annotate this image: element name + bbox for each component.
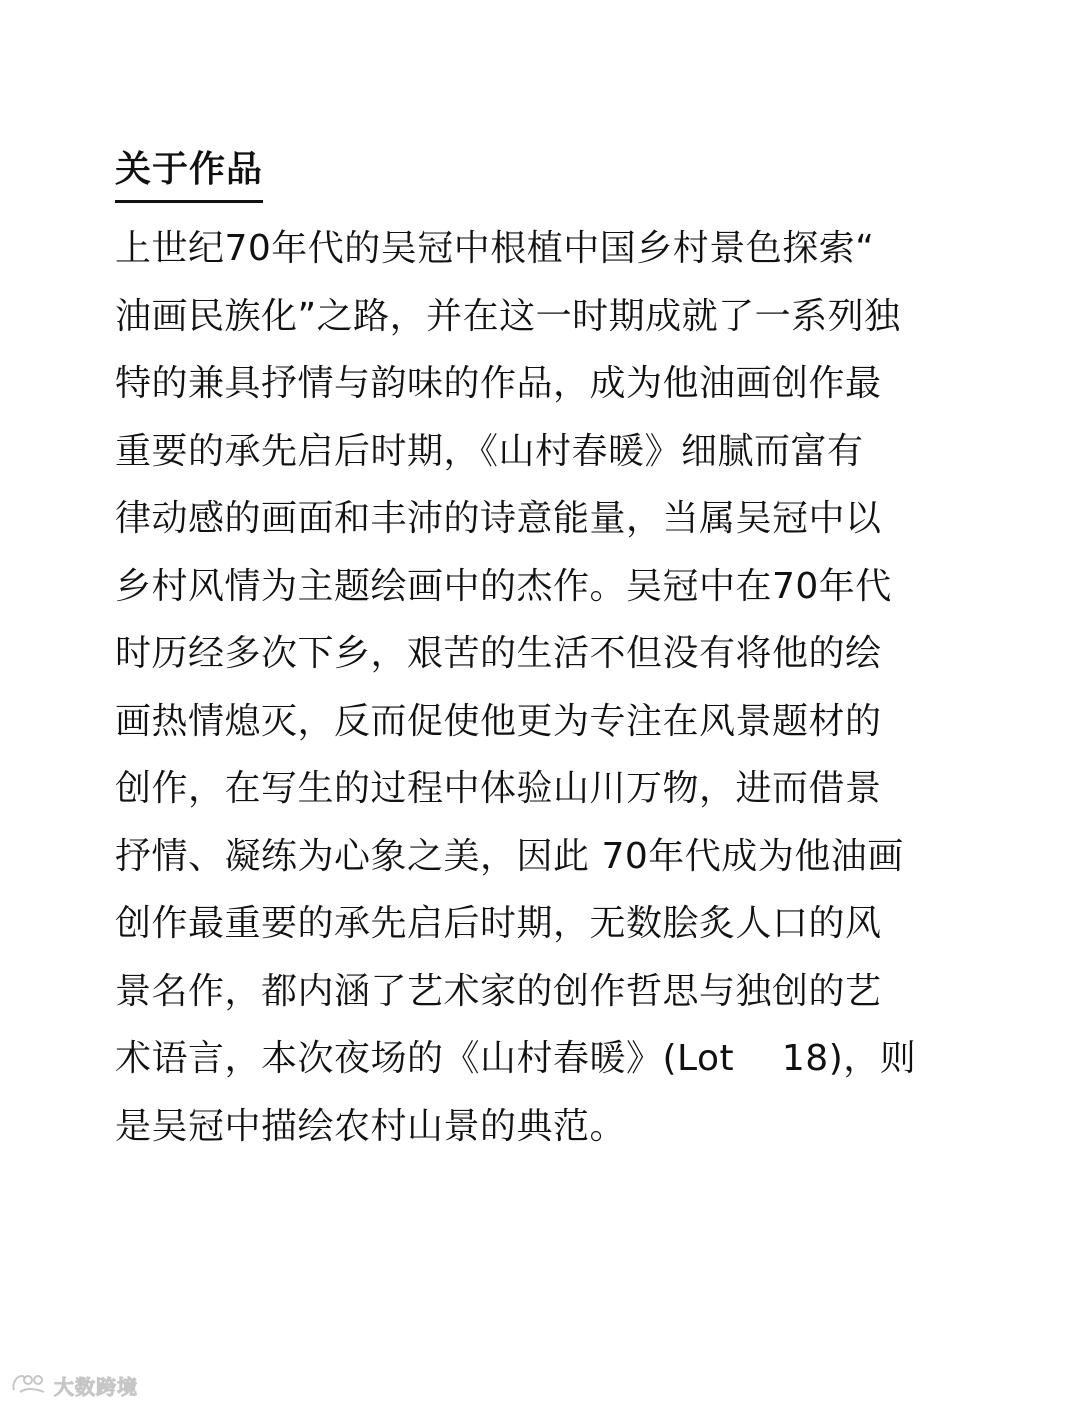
article [115,140,955,1160]
article-line: 重要的承先启后时期，《山村春暖》细腻而富有 [115,430,864,472]
article-heading: 关于作品 [115,140,263,203]
article-line: 乡村风情为主题绘画中的杰作。吴冠中在70年代 [115,565,892,607]
article-line: 创作最重要的承先启后时期，无数脍炙人口的风 [115,903,882,944]
article-line: 画热情熄灭，反而促使他更为专注在风景题材的 [115,700,882,742]
article-line: 律动感的画面和丰沛的诗意能量，当属吴冠中以 [115,498,882,539]
article-line: 是吴冠中描绘农村山景的典范。 [115,1105,627,1147]
watermark [10,1370,138,1400]
article-line: 景名作，都内涵了艺术家的创作哲思与独创的艺 [115,970,882,1012]
article-line: 时历经多次下乡，艰苦的生活不但没有将他的绘 [115,633,882,674]
article-line: 抒情、凝练为心象之美，因此 70年代成为他油画 [115,835,904,877]
article-line: 油画民族化”之路，并在这一时期成就了一系列独 [115,295,901,337]
article-line: 上世纪70年代的吴冠中根植中国乡村景色探索“ [115,228,875,269]
article-body [115,215,955,1160]
article-line: 术语言，本次夜场的《山村春暖》(Lot 18)，则 [115,1038,917,1079]
watermark-text: 大数跨境 [54,1374,138,1399]
brand-logo-icon [10,1370,50,1400]
article-line: 创作，在写生的过程中体验山川万物，进而借景 [115,768,882,809]
article-line: 特的兼具抒情与韵味的作品，成为他油画创作最 [115,363,882,404]
